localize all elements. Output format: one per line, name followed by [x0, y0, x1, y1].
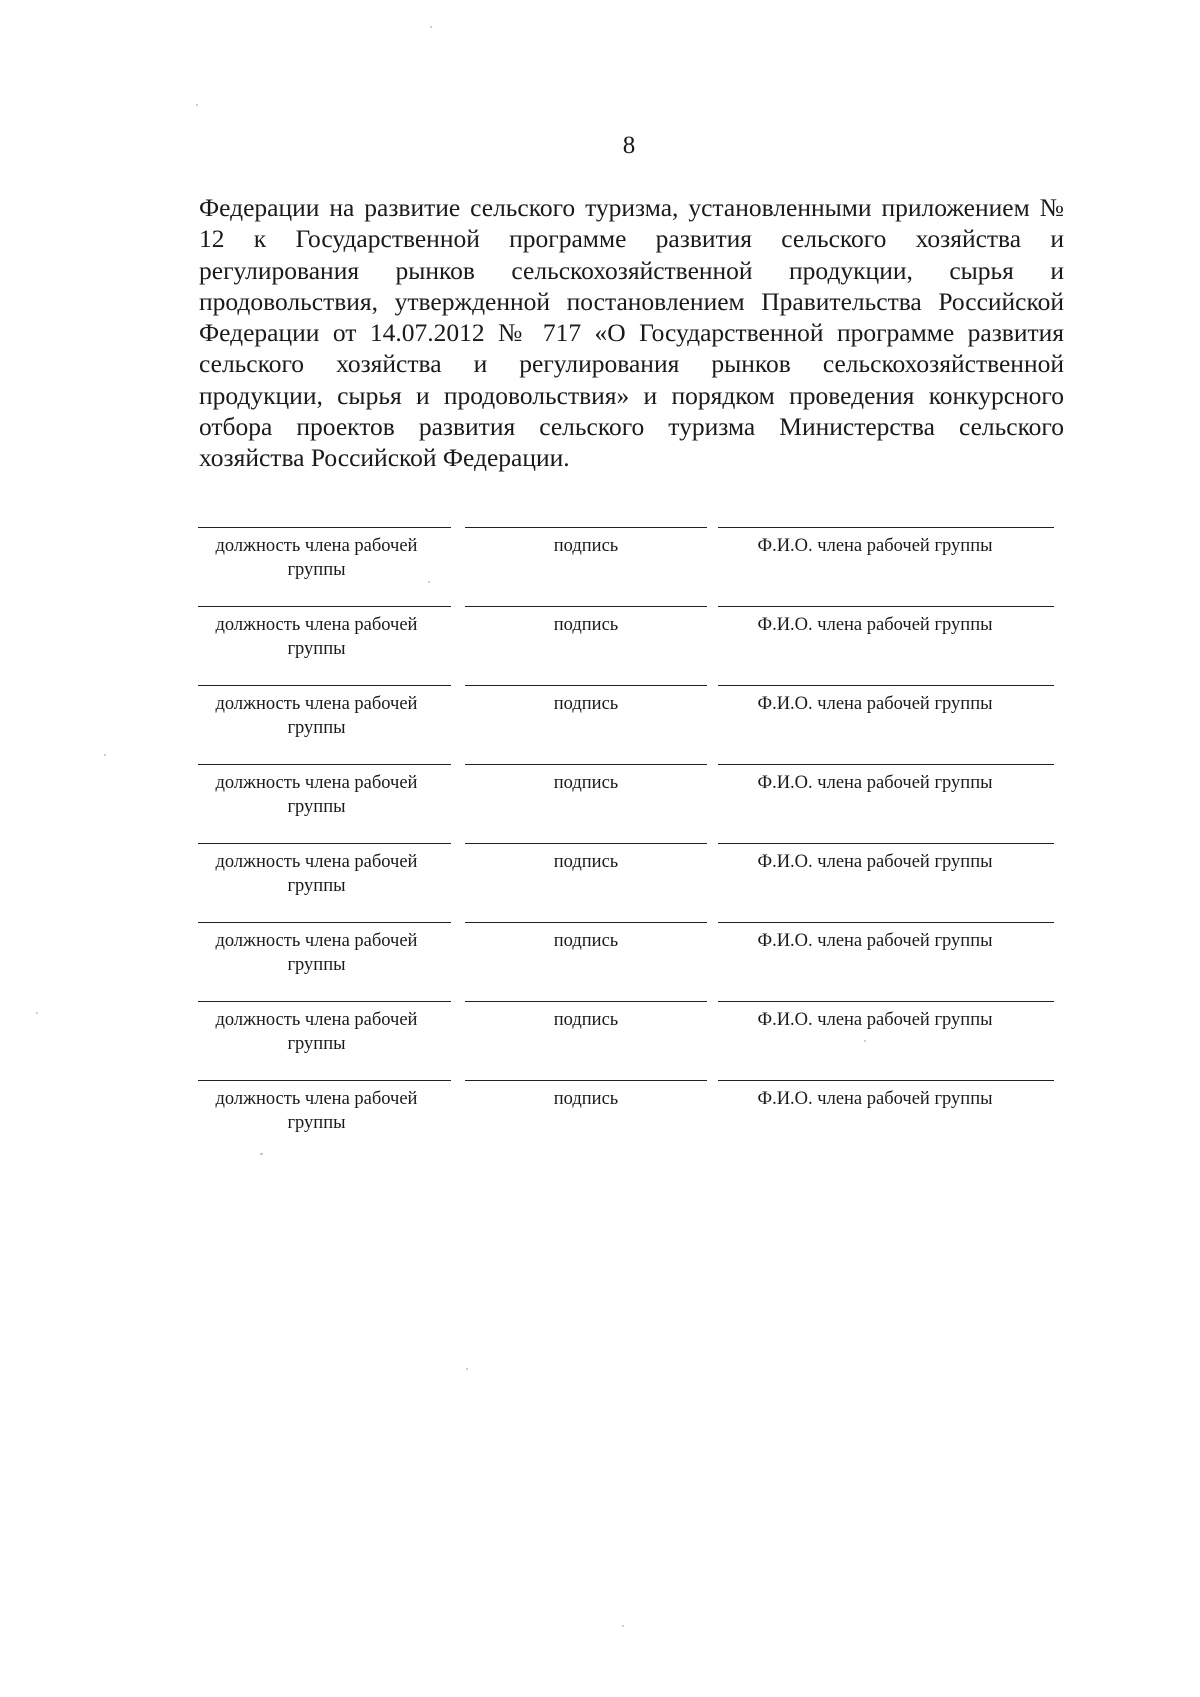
signature-row: [0, 527, 1200, 606]
scan-speck: [104, 754, 106, 756]
member-position-caption: должность члена рабочей группы: [198, 606, 451, 661]
signature-caption: подпись: [465, 843, 707, 874]
scan-speck: [196, 104, 198, 106]
scan-speck: [260, 1153, 263, 1155]
signature-caption: подпись: [465, 606, 707, 637]
member-name-caption: Ф.И.О. члена рабочей группы: [718, 606, 1054, 637]
member-position-caption: должность члена рабочей группы: [198, 1001, 451, 1056]
signature-row: [0, 685, 1200, 764]
member-position-caption: должность члена рабочей группы: [198, 527, 451, 582]
member-position-caption: должность члена рабочей группы: [198, 922, 451, 977]
member-name-caption: Ф.И.О. члена рабочей группы: [718, 685, 1054, 716]
member-position-caption: должность члена рабочей группы: [198, 843, 451, 898]
scan-speck: [430, 26, 432, 28]
member-position-caption: должность члена рабочей группы: [198, 685, 451, 740]
member-position-caption: должность члена рабочей группы: [198, 1080, 451, 1135]
member-name-caption: Ф.И.О. члена рабочей группы: [718, 922, 1054, 953]
signature-caption: подпись: [465, 1001, 707, 1032]
scan-speck: [36, 1012, 38, 1014]
scan-speck: [622, 1625, 624, 1627]
scan-speck: [428, 581, 430, 583]
page-number: 8: [622, 132, 636, 159]
member-name-caption: Ф.И.О. члена рабочей группы: [718, 1080, 1054, 1111]
signature-row: [0, 843, 1200, 922]
member-name-caption: Ф.И.О. члена рабочей группы: [718, 843, 1054, 874]
scan-speck: [466, 1368, 468, 1370]
signature-caption: подпись: [465, 527, 707, 558]
signature-block: [0, 527, 1200, 1159]
signature-caption: подпись: [465, 685, 707, 716]
signature-caption: подпись: [465, 764, 707, 795]
signature-row: [0, 606, 1200, 685]
member-name-caption: Ф.И.О. члена рабочей группы: [718, 1001, 1054, 1032]
body-paragraph: Федерации на развитие сельского туризма, установленными приложением № 12 к Государственной программе развития сельского хозяйства и регулирования рынков сельскохозяйственной продукции, сырья и продовольствия, утвержденной постановлением Правительства Российской Федерации от 14.07.2012 № 717 «О Государственной программе развития сельского хозяйства и регулирования рынков сельскохозяйственной продукции, сырья и продовольствия» и порядком проведения конкурсного отбора проектов развития сельского туризма Министерства сельского хозяйства Российской Федерации.: [199, 193, 1064, 473]
signature-caption: подпись: [465, 1080, 707, 1111]
signature-row: [0, 922, 1200, 1001]
scan-speck: [864, 1040, 866, 1042]
signature-row: [0, 1001, 1200, 1080]
member-position-caption: должность члена рабочей группы: [198, 764, 451, 819]
signature-caption: подпись: [465, 922, 707, 953]
member-name-caption: Ф.И.О. члена рабочей группы: [718, 527, 1054, 558]
member-name-caption: Ф.И.О. члена рабочей группы: [718, 764, 1054, 795]
signature-row: [0, 764, 1200, 843]
signature-row: [0, 1080, 1200, 1159]
